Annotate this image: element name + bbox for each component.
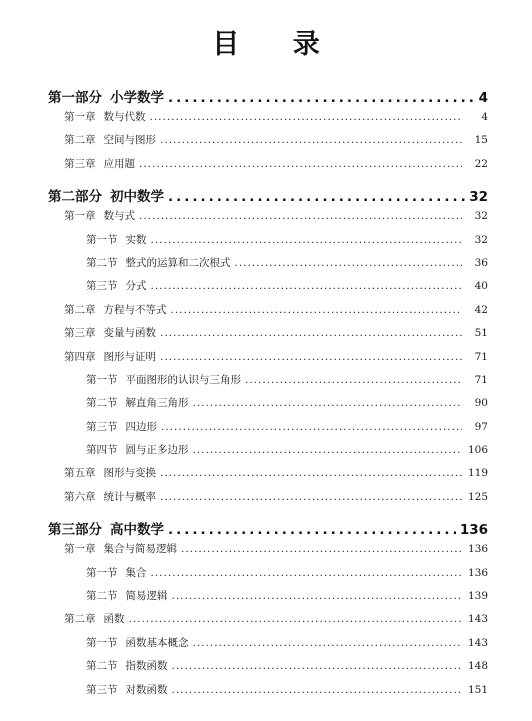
- dot-leader: [160, 134, 462, 146]
- toc-entry-page-number: 32: [474, 210, 488, 223]
- toc-entry-page-number: 106: [467, 444, 488, 457]
- toc-entry-section[interactable]: [48, 442, 488, 465]
- toc-entry-chapter[interactable]: [48, 109, 488, 132]
- toc-entry-section[interactable]: [48, 682, 488, 705]
- dot-leader: [129, 613, 463, 625]
- toc-entry-section[interactable]: [48, 635, 488, 658]
- dot-leader: [150, 111, 463, 123]
- dot-leader: [168, 90, 475, 106]
- dot-leader: [245, 374, 462, 386]
- dot-leader: [160, 351, 462, 363]
- dot-leader: [181, 543, 462, 555]
- toc-entry-number: 第一节: [86, 233, 118, 246]
- toc-entry-page-number: 143: [467, 613, 488, 626]
- toc-entry-label: [86, 372, 241, 387]
- toc-entry-title: 初中数学: [110, 189, 164, 206]
- toc-entry-label: [86, 588, 168, 603]
- dot-leader: [172, 590, 463, 602]
- toc-entry-number: 第一节: [86, 373, 118, 386]
- toc-entry-number: 第二章: [64, 303, 96, 316]
- toc-entry-title: 集合: [125, 566, 147, 579]
- toc-entry-label: [86, 635, 189, 650]
- toc-entry-label: [86, 278, 147, 293]
- toc-entry-label: [86, 658, 168, 673]
- toc-entry-chapter[interactable]: [48, 156, 488, 179]
- toc-entry-number: 第五章: [64, 467, 96, 480]
- toc-entry-page-number: 71: [474, 373, 488, 386]
- toc-entry-label: [86, 395, 189, 410]
- toc-entry-label: [64, 465, 156, 480]
- toc-entry-page-number: 22: [474, 157, 488, 170]
- toc-entry-number: 第二节: [86, 256, 118, 269]
- toc-entry-title: 数与代数: [103, 111, 146, 123]
- toc-entry-chapter[interactable]: [48, 541, 488, 564]
- toc-entry-title: 函数: [103, 613, 125, 626]
- dot-leader: [151, 234, 463, 246]
- dot-leader: [193, 397, 463, 409]
- toc-entry-label: [86, 232, 147, 247]
- toc-entry-title: 简易逻辑: [125, 590, 168, 603]
- dot-leader: [160, 467, 462, 479]
- page-title: 目 录: [212, 29, 342, 60]
- toc-entry-number: 第一章: [64, 210, 96, 223]
- toc-entry-chapter[interactable]: [48, 132, 488, 155]
- toc-entry-number: 第三章: [64, 157, 96, 170]
- toc-entry-page-number: 136: [467, 543, 488, 556]
- toc-entry-title: 圆与正多边形: [125, 444, 189, 457]
- toc-entry-part[interactable]: [48, 86, 488, 109]
- toc-entry-label: [64, 611, 125, 626]
- toc-entry-title: 数与式: [103, 210, 135, 223]
- toc-entry-label: [86, 682, 168, 697]
- toc-entry-chapter[interactable]: [48, 465, 488, 488]
- toc-entry-number: 第一章: [64, 543, 96, 556]
- toc-entry-label: [86, 442, 189, 457]
- toc-entry-title: 平面图形的认识与三角形: [125, 373, 241, 386]
- toc-entry-number: 第三章: [64, 327, 96, 340]
- toc-entry-section[interactable]: [48, 395, 488, 418]
- toc-entry-section[interactable]: [48, 588, 488, 611]
- toc-entry-number: 第四章: [64, 350, 96, 363]
- toc-entry-number: 第二节: [86, 397, 118, 410]
- toc-entry-page-number: 40: [474, 280, 488, 293]
- toc-entry-label: [64, 109, 146, 124]
- dot-leader: [193, 637, 463, 649]
- toc-entry-label: [64, 156, 135, 171]
- toc-entry-title: 统计与概率: [103, 490, 156, 503]
- toc-entry-page-number: 139: [467, 590, 488, 603]
- toc-entry-title: 对数函数: [125, 683, 168, 696]
- toc-entry-number: 第三节: [86, 420, 118, 433]
- dot-leader: [151, 567, 463, 579]
- toc-entry-page-number: 136: [459, 522, 488, 539]
- toc-entry-page-number: 36: [474, 256, 488, 269]
- toc-entry-number: 第二章: [64, 613, 96, 626]
- toc-entry-chapter[interactable]: [48, 208, 488, 231]
- toc-entry-part[interactable]: [48, 518, 488, 541]
- toc-entry-chapter[interactable]: [48, 489, 488, 512]
- toc-entry-title: 图形与变换: [103, 467, 156, 480]
- toc-entry-label: [64, 208, 135, 223]
- toc-entry-number: 第二节: [86, 590, 118, 603]
- toc-entry-label: [48, 518, 164, 538]
- toc-entry-label: [64, 302, 167, 317]
- toc-entry-page-number: 136: [467, 566, 488, 579]
- toc-entry-chapter[interactable]: [48, 611, 488, 634]
- toc-entry-page-number: 90: [474, 397, 488, 410]
- toc-entry-part[interactable]: [48, 185, 488, 208]
- toc-entry-page-number: 125: [467, 490, 488, 503]
- toc-entry-number: 第一章: [64, 111, 96, 123]
- toc-entry-title: 解直角三角形: [125, 397, 189, 410]
- dot-leader: [172, 660, 463, 672]
- toc-entry-number: 第二节: [86, 660, 118, 673]
- dot-leader: [139, 158, 462, 170]
- toc-entry-number: 第一节: [86, 636, 118, 649]
- toc-entry-label: [86, 565, 147, 580]
- toc-entry-title: 方程与不等式: [103, 303, 167, 316]
- toc-entry-page-number: 4: [481, 111, 488, 123]
- toc-entry-number: 第二章: [64, 134, 96, 147]
- toc-entry-label: [86, 255, 231, 270]
- toc-entry-chapter[interactable]: [48, 325, 488, 348]
- toc-entry-page-number: 32: [474, 233, 488, 246]
- dot-leader: [151, 280, 463, 292]
- toc-entry-label: [86, 419, 157, 434]
- toc-entry-section[interactable]: [48, 278, 488, 301]
- toc-entry-label: [64, 489, 156, 504]
- toc-entry-page-number: 71: [474, 350, 488, 363]
- toc-entry-page-number: 51: [474, 327, 488, 340]
- toc-entry-title: 四边形: [125, 420, 157, 433]
- toc-entry-page-number: 148: [467, 660, 488, 673]
- toc-entry-title: 空间与图形: [103, 134, 156, 147]
- toc-entry-page-number: 4: [478, 90, 488, 106]
- toc-entry-number: 第一节: [86, 566, 118, 579]
- table-of-contents: [48, 80, 488, 705]
- dot-leader: [160, 491, 462, 503]
- toc-entry-page-number: 15: [474, 134, 488, 147]
- toc-entry-section[interactable]: [48, 232, 488, 255]
- toc-entry-title: 集合与简易逻辑: [103, 543, 177, 556]
- dot-leader: [193, 444, 463, 456]
- toc-entry-section[interactable]: [48, 565, 488, 588]
- toc-entry-section[interactable]: [48, 372, 488, 395]
- toc-entry-title: 高中数学: [110, 522, 164, 539]
- toc-entry-number: 第一部分: [48, 90, 102, 106]
- toc-entry-label: [64, 349, 156, 364]
- dot-leader: [168, 522, 456, 538]
- toc-entry-page-number: 42: [474, 303, 488, 316]
- toc-entry-chapter[interactable]: [48, 349, 488, 372]
- toc-entry-title: 函数基本概念: [125, 636, 189, 649]
- dot-leader: [171, 304, 463, 316]
- toc-entry-title: 指数函数: [125, 660, 168, 673]
- toc-entry-title: 分式: [125, 280, 147, 293]
- toc-entry-title: 图形与证明: [103, 350, 156, 363]
- toc-entry-label: [64, 325, 156, 340]
- toc-entry-section[interactable]: [48, 658, 488, 681]
- toc-entry-number: 第六章: [64, 490, 96, 503]
- dot-leader: [168, 189, 465, 205]
- dot-leader: [139, 210, 462, 222]
- toc-entry-number: 第三节: [86, 683, 118, 696]
- toc-entry-title: 实数: [125, 233, 147, 246]
- toc-entry-number: 第三部分: [48, 522, 102, 539]
- toc-entry-chapter[interactable]: [48, 302, 488, 325]
- toc-entry-page-number: 97: [474, 420, 488, 433]
- toc-entry-number: 第三节: [86, 280, 118, 293]
- toc-entry-title: 整式的运算和二次根式: [125, 256, 231, 269]
- dot-leader: [172, 684, 463, 696]
- dot-leader: [160, 327, 462, 339]
- dot-leader: [235, 257, 463, 269]
- toc-entry-number: 第二部分: [48, 189, 102, 206]
- toc-entry-title: 应用题: [103, 157, 135, 170]
- toc-entry-section[interactable]: [48, 255, 488, 278]
- toc-entry-label: [48, 185, 164, 205]
- toc-entry-section[interactable]: [48, 419, 488, 442]
- toc-entry-page-number: 151: [467, 683, 488, 696]
- toc-entry-number: 第四节: [86, 444, 118, 457]
- toc-entry-title: 变量与函数: [103, 327, 156, 340]
- toc-entry-label: [48, 86, 164, 106]
- toc-entry-title: 小学数学: [110, 90, 164, 106]
- toc-entry-page-number: 119: [467, 467, 488, 480]
- dot-leader: [161, 421, 462, 433]
- toc-entry-label: [64, 541, 177, 556]
- toc-entry-page-number: 32: [469, 189, 488, 206]
- toc-entry-label: [64, 132, 156, 147]
- toc-entry-page-number: 143: [467, 636, 488, 649]
